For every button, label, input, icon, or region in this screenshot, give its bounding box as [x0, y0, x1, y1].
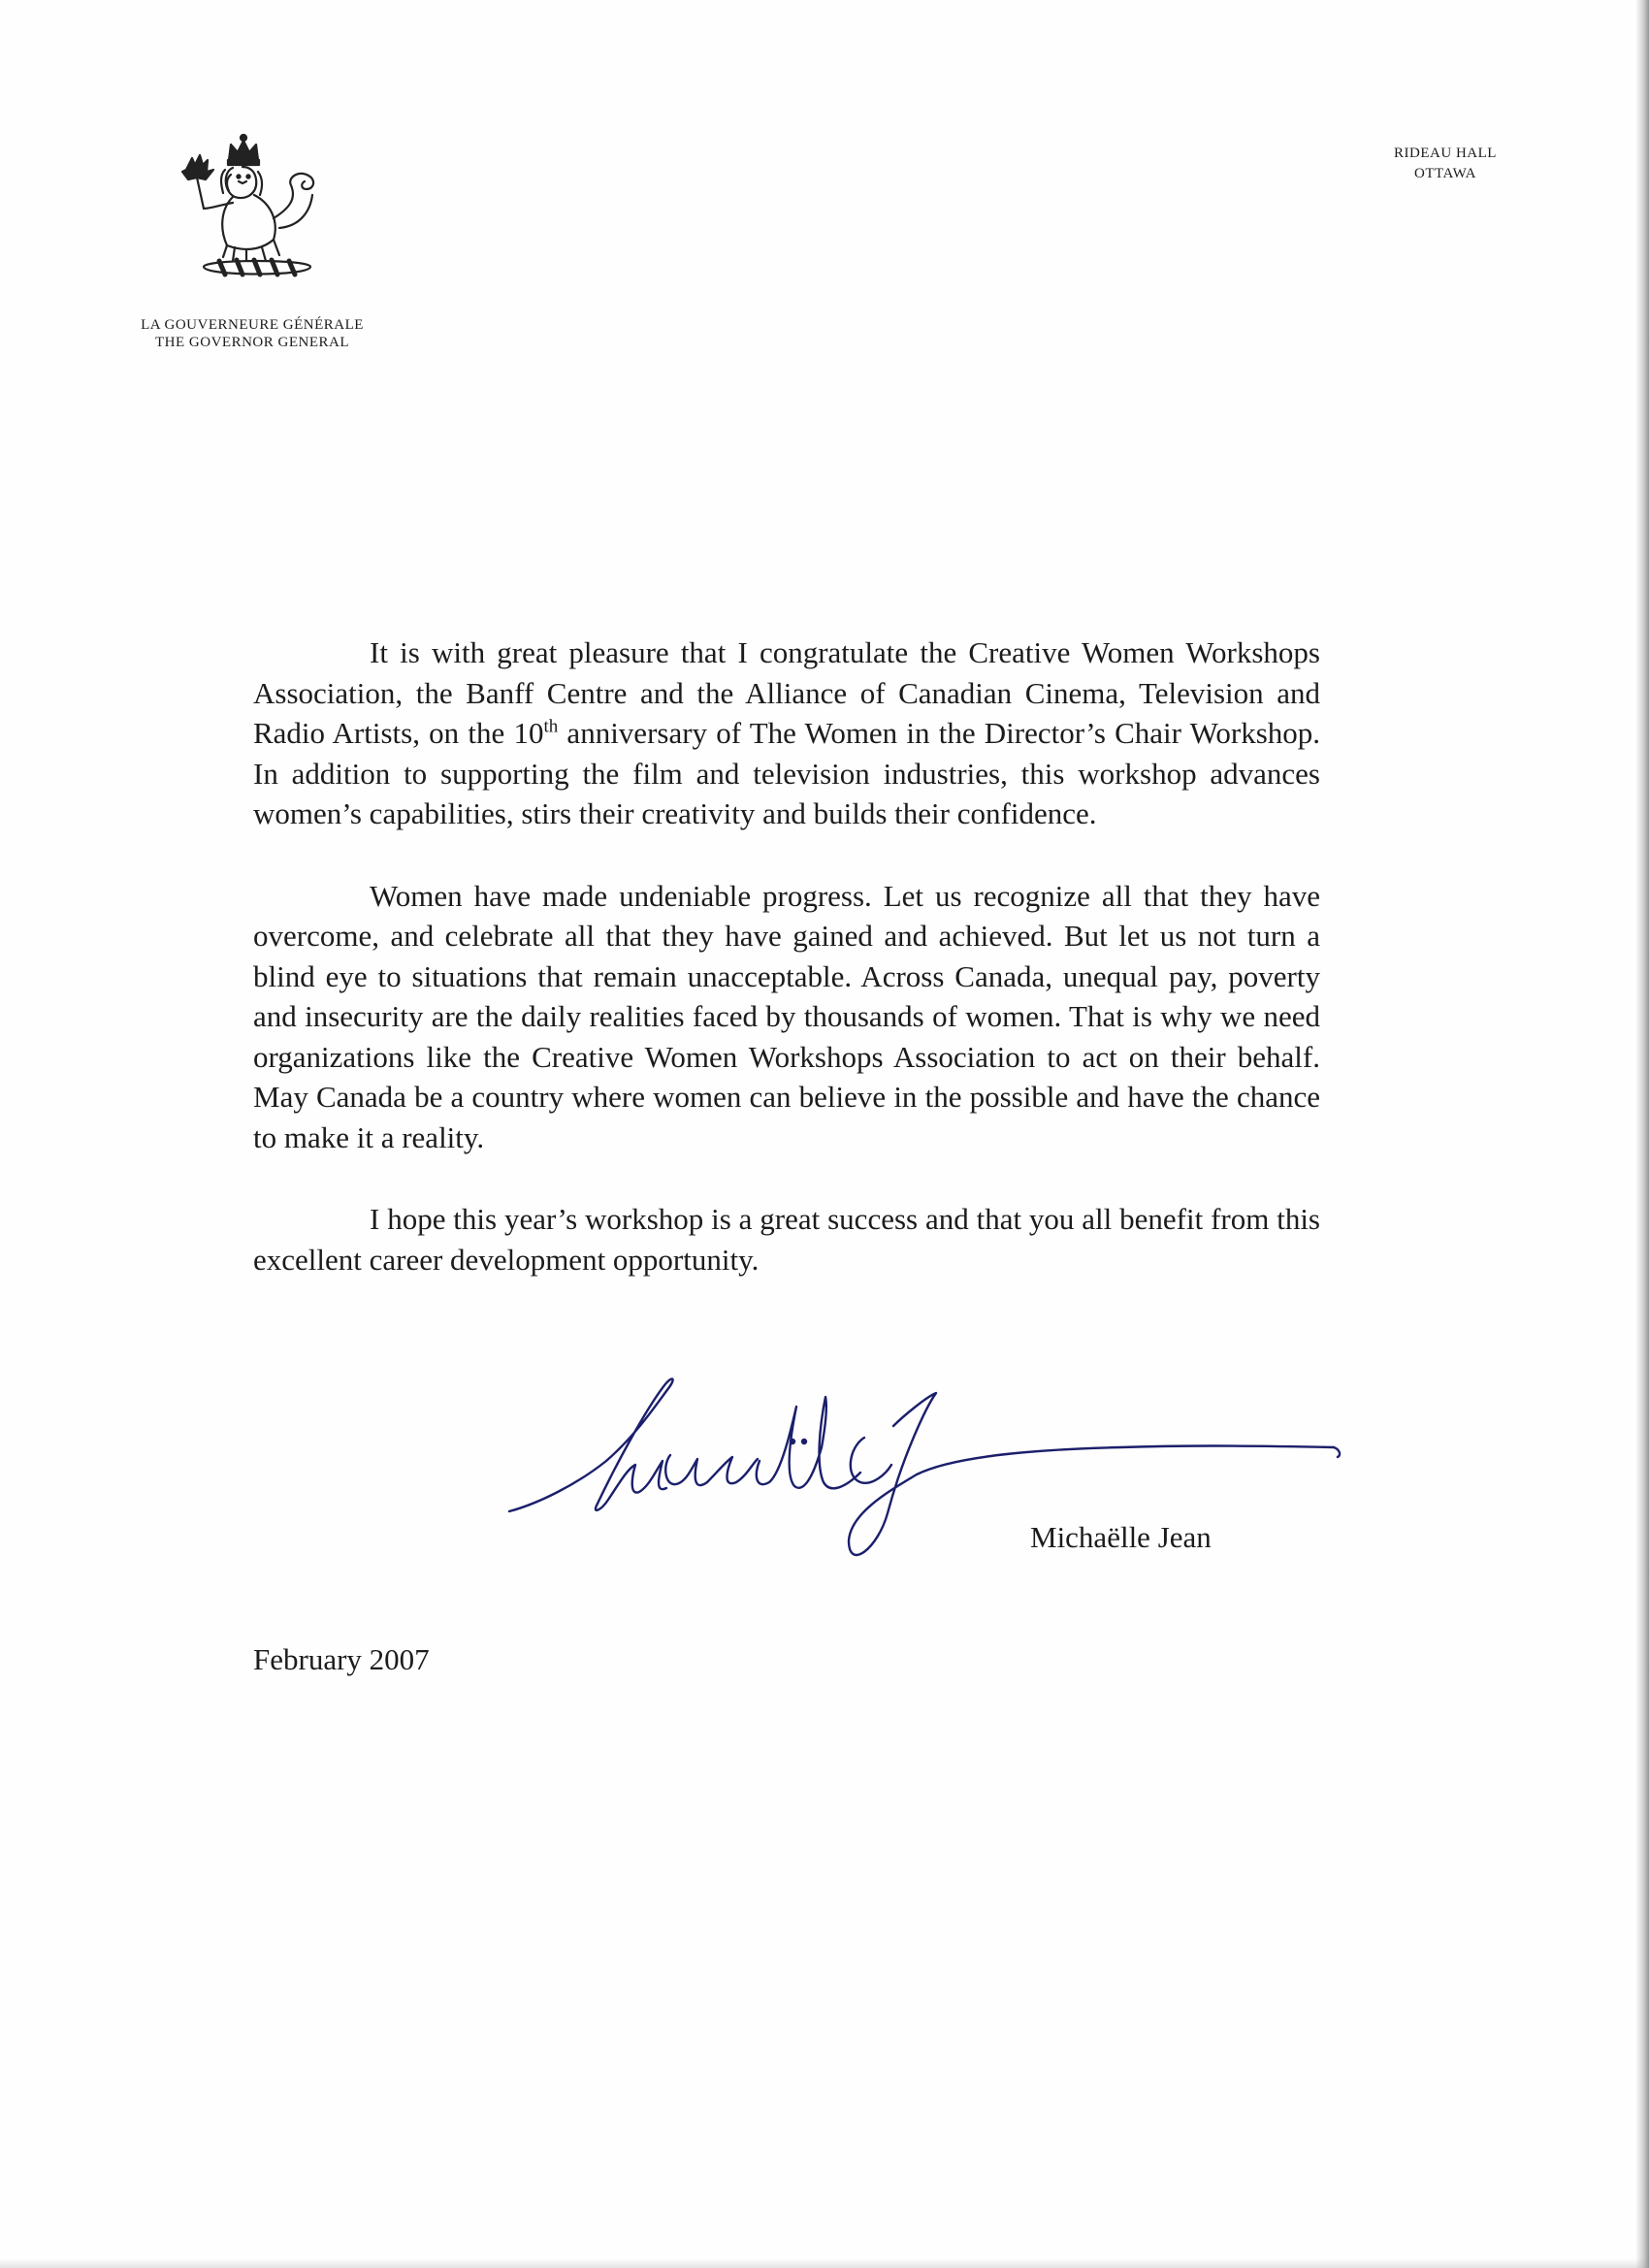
- letter-body: [253, 632, 1320, 1321]
- handwritten-signature: [500, 1368, 1353, 1571]
- scan-bottom-shadow: [0, 2258, 1649, 2268]
- ordinal-superscript: th: [543, 716, 559, 737]
- office-title: [97, 316, 407, 351]
- paragraph-1: It is with great pleasure that I congratulate the Creative Women Workshops Association, the Banff Centre and the Alliance of Canadian Cinema, Television and Radio Artists, on the 10th anniversary of The Women in the Director’s Chair Workshop. In addition to supporting the film and television industries, this workshop advances women’s capabilities, stirs their creativity and builds their confidence.: [253, 635, 1321, 830]
- letterhead-address: [1358, 144, 1533, 184]
- paragraph-2: Women have made undeniable progress. Let us recognize all that they have overcome, and celebrate all that they have gained and achieved. But let us not turn a blind eye to situations that remain unacceptable. Across Canada, unequal pay, poverty and insecurity are the daily realities faced by thousands of women. That is why we need organizations like the Creative Women Workshops Association to act on their behalf. May Canada be a country where women can believe in the possible and have the chance to make it a reality.: [253, 878, 1320, 1154]
- address-line-2: OTTAWA: [1414, 166, 1476, 181]
- address-line-1: RIDEAU HALL: [1394, 146, 1497, 161]
- office-title-french: LA GOUVERNEURE GÉNÉRALE: [141, 317, 364, 333]
- letter-date: February 2007: [253, 1642, 430, 1676]
- office-title-english: THE GOVERNOR GENERAL: [155, 335, 349, 350]
- paragraph-3: I hope this year’s workshop is a great success and that you all benefit from this excellent career development opportunity.: [253, 1202, 1320, 1277]
- scan-edge-shadow: [1635, 0, 1649, 2268]
- crest-icon: [165, 131, 330, 286]
- signer-name: Michaëlle Jean: [1030, 1520, 1212, 1554]
